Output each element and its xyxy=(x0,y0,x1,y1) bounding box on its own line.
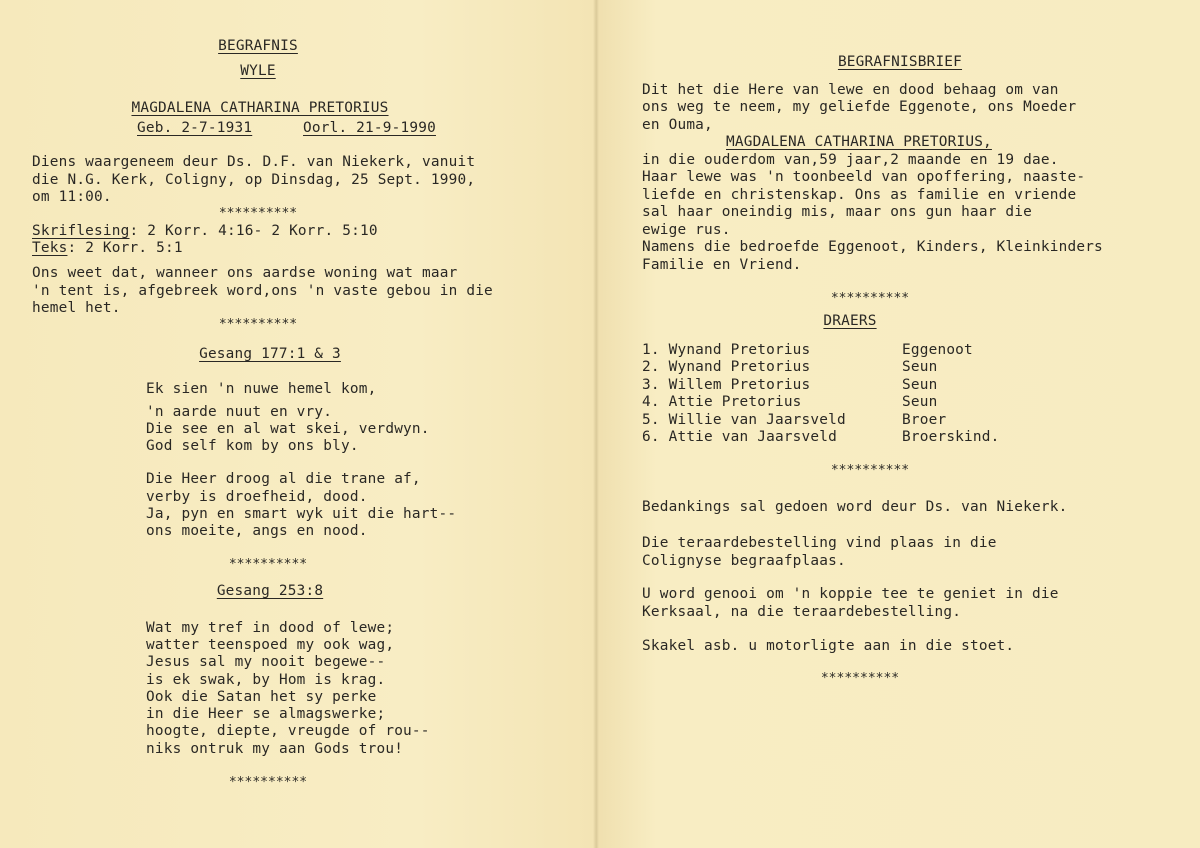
hymn-line: verby is droefheid, dood. xyxy=(146,489,368,505)
sermon-text xyxy=(32,240,183,258)
bearer-name: 2. Wynand Pretorius xyxy=(642,359,811,375)
death-date: Oorl. 21-9-1990 xyxy=(303,120,436,136)
bearer-relation: Seun xyxy=(902,377,938,393)
deceased-name: MAGDALENA CATHARINA PRETORIUS xyxy=(131,100,389,116)
tea-line: U word genooi om 'n koppie tee te geniet in die xyxy=(642,586,1059,602)
hymn-253-title: Gesang 253:8 xyxy=(216,583,324,599)
bearers-title: DRAERS xyxy=(823,313,877,329)
bearer-relation: Seun xyxy=(902,359,938,375)
hymn-line: God self kom by ons bly. xyxy=(146,438,359,454)
letter-title: BEGRAFNISBRIEF xyxy=(837,54,963,70)
service-line-1: Diens waargeneem deur Ds. D.F. van Niekerk, vanuit xyxy=(32,154,476,170)
divider: ********** xyxy=(820,671,900,686)
bearer-relation: Eggenoot xyxy=(902,342,973,358)
burial-line: Colignyse begraafplaas. xyxy=(642,553,846,569)
hymn-line: Jesus sal my nooit begewe-- xyxy=(146,654,386,670)
divider: ********** xyxy=(830,463,910,478)
body-line: ewige rus. xyxy=(642,222,731,238)
text-value: : 2 Korr. 5:1 xyxy=(67,240,183,256)
hymn-line: is ek swak, by Hom is krag. xyxy=(146,672,386,688)
hymn-line: ons moeite, angs en nood. xyxy=(146,523,368,539)
scripture-label: Skriflesing xyxy=(32,223,130,239)
burial-line: Die teraardebestelling vind plaas in die xyxy=(642,535,997,551)
service-line-2: die N.G. Kerk, Coligny, op Dinsdag, 25 Sept. 1990, xyxy=(32,172,476,188)
verse-line-1: Ons weet dat, wanneer ons aardse woning wat maar xyxy=(32,265,458,281)
divider: ********** xyxy=(830,291,910,306)
body-line: liefde en christenskap. Ons as familie en vriende xyxy=(642,187,1077,203)
bearer-relation: Broerskind. xyxy=(902,429,1000,445)
hymn-line: watter teenspoed my ook wag, xyxy=(146,637,395,653)
lights-line: Skakel asb. u motorligte aan in die stoet. xyxy=(642,638,1015,654)
hymn-line: niks ontruk my aan Gods trou! xyxy=(146,741,404,757)
divider: ********** xyxy=(228,775,308,790)
body-line: sal haar oneindig mis, maar ons gun haar die xyxy=(642,204,1033,220)
body-line: Namens die bedroefde Eggenoot, Kinders, Kleinkinders xyxy=(642,239,1103,255)
divider: ********** xyxy=(218,206,298,221)
heading-wyle: WYLE xyxy=(240,63,276,79)
bearer-name: 4. Attie Pretorius xyxy=(642,394,802,410)
hymn-line: 'n aarde nuut en vry. xyxy=(146,404,333,420)
service-line-3: om 11:00. xyxy=(32,189,112,205)
hymn-line: Ook die Satan het sy perke xyxy=(146,689,377,705)
hymn-line: hoogte, diepte, vreugde of rou-- xyxy=(146,723,430,739)
verse-line-3: hemel het. xyxy=(32,300,121,316)
scripture-reading xyxy=(32,223,378,241)
hymn-line: in die Heer se almagswerke; xyxy=(146,706,386,722)
hymn-line: Die see en al wat skei, verdwyn. xyxy=(146,421,430,437)
bearer-name: 5. Willie van Jaarsveld xyxy=(642,412,846,428)
page-fold xyxy=(593,0,599,848)
intro-line: en Ouma, xyxy=(642,117,713,133)
bearer-name: 3. Willem Pretorius xyxy=(642,377,811,393)
body-line: Haar lewe was 'n toonbeeld van opoffering, naaste- xyxy=(642,169,1086,185)
heading-begrafnis: BEGRAFNIS xyxy=(218,38,298,54)
divider: ********** xyxy=(228,557,308,572)
text-label: Teks xyxy=(32,240,68,256)
hymn-line: Ja, pyn en smart wyk uit die hart-- xyxy=(146,506,457,522)
tea-line: Kerksaal, na die teraardebestelling. xyxy=(642,604,962,620)
body-line: in die ouderdom van,59 jaar,2 maande en 19 dae. xyxy=(642,152,1059,168)
hymn-line: Wat my tref in dood of lewe; xyxy=(146,620,395,636)
deceased-name-right: MAGDALENA CATHARINA PRETORIUS, xyxy=(726,134,992,150)
birth-date: Geb. 2-7-1931 xyxy=(137,120,253,136)
scripture-value: : 2 Korr. 4:16- 2 Korr. 5:10 xyxy=(129,223,378,239)
divider: ********** xyxy=(218,317,298,332)
bearer-name: 6. Attie van Jaarsveld xyxy=(642,429,838,445)
bearer-name: 1. Wynand Pretorius xyxy=(642,342,811,358)
bearer-relation: Broer xyxy=(902,412,947,428)
thanks-line: Bedankings sal gedoen word deur Ds. van Niekerk. xyxy=(642,499,1068,515)
hymn-line: Die Heer droog al die trane af, xyxy=(146,471,421,487)
body-line: Familie en Vriend. xyxy=(642,257,802,273)
verse-line-2: 'n tent is, afgebreek word,ons 'n vaste gebou in die xyxy=(32,283,493,299)
intro-line: Dit het die Here van lewe en dood behaag om van xyxy=(642,82,1059,98)
bearer-relation: Seun xyxy=(902,394,938,410)
hymn-177-title: Gesang 177:1 & 3 xyxy=(199,346,341,362)
hymn-line: Ek sien 'n nuwe hemel kom, xyxy=(146,381,377,397)
intro-line: ons weg te neem, my geliefde Eggenote, ons Moeder xyxy=(642,99,1077,115)
